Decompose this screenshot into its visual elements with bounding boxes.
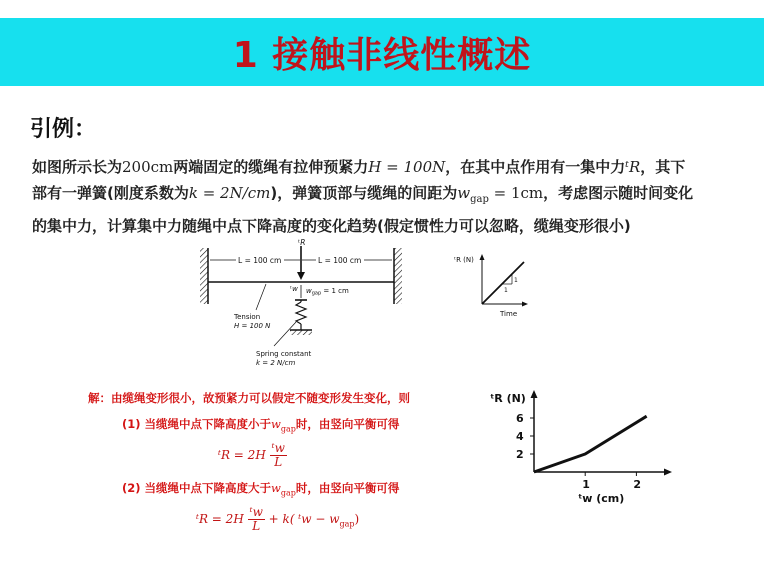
eq2-lhs: ᵗR = 2H	[196, 512, 244, 526]
gap-subscript: gap	[280, 424, 296, 434]
eq2-close: )	[354, 512, 360, 526]
text-span: 部有一弹簧(刚度系数为	[32, 184, 189, 202]
gap-symbol: w	[271, 481, 281, 495]
text-span: 如图所示长为	[32, 158, 123, 176]
gap-subscript: gap	[280, 488, 296, 498]
text-span: 时，由竖向平衡可得	[295, 417, 400, 431]
text-span: ，其下	[640, 158, 686, 176]
y-tick-label: 4	[516, 430, 524, 443]
page-title: 1 接触非线性概述	[232, 34, 532, 76]
eq1-lhs: ᵗR = 2H	[218, 448, 266, 462]
time-chart	[452, 250, 536, 320]
solution-intro: 解：由缆绳变形很小，故预紧力可以假定不随变形发生变化，则	[88, 391, 410, 405]
problem-line-3: 的集中力，计算集中力随绳中点下降高度的变化趋势(假定惯性力可以忽略，缆绳变形很小)	[32, 217, 631, 235]
solution-case-2	[122, 480, 399, 497]
result-chart	[486, 388, 676, 510]
gap-symbol: w	[457, 184, 471, 202]
tension-value: H = 100N	[368, 158, 446, 176]
cable-diagram	[196, 238, 418, 372]
equation-2	[196, 506, 359, 533]
data-series-line	[534, 416, 647, 472]
y-tick-label: 2	[516, 448, 524, 461]
slope-label-rise: 1	[514, 277, 518, 284]
equation-1	[218, 442, 287, 469]
length-value: 200cm	[122, 158, 174, 176]
y-axis-arrow	[531, 390, 538, 398]
x-axis-arrow	[664, 469, 672, 476]
eq2-numerator: ᵗw	[249, 505, 263, 519]
gap-label: $w_{gap} = 1$ cm	[306, 287, 349, 297]
title-banner	[0, 18, 764, 86]
y-tick-label: 6	[516, 412, 524, 425]
length-left-label: L = 100 cm	[238, 256, 282, 265]
text-span: (1) 当缆绳中点下降高度小于	[122, 417, 272, 431]
right-wall	[394, 248, 402, 304]
deflection-label: ᵗw	[290, 285, 298, 293]
x-tick-label: 1	[582, 478, 590, 491]
length-right-label: L = 100 cm	[318, 256, 362, 265]
problem-line-2	[32, 180, 732, 213]
x-axis-label: ᵗw (cm)	[578, 492, 625, 505]
left-wall	[200, 248, 208, 304]
stiffness-value: k = 2N/cm	[188, 184, 271, 202]
spring-label: Spring constant	[256, 350, 312, 358]
bottom-strip	[0, 560, 764, 566]
tension-label: Tension	[234, 313, 261, 321]
eq1-fraction	[270, 442, 287, 469]
intro-label: 引例：	[30, 117, 97, 142]
spring-coil	[296, 302, 306, 324]
problem-line-1	[32, 154, 732, 180]
eq2-subscript: gap	[339, 519, 355, 529]
force-symbol: ᵗR	[625, 158, 641, 176]
tension-value-label: H = 100 N	[234, 322, 271, 330]
text-span: 两端固定的缆绳有拉伸预紧力	[173, 158, 369, 176]
time-chart-xlabel: Time	[500, 310, 518, 318]
problem-statement	[32, 154, 732, 239]
text-span: 时，由竖向平衡可得	[295, 481, 400, 495]
time-chart-ylabel: ᵗR (N)	[454, 256, 474, 264]
eq1-numerator: ᵗw	[271, 441, 285, 455]
solution-case-1	[122, 416, 399, 433]
text-span: (2) 当缆绳中点下降高度大于	[122, 481, 272, 495]
spring-value-label: k = 2 N/cm	[256, 359, 296, 367]
gap-subscript: gap	[470, 194, 489, 205]
y-axis-label: ᵗR (N)	[490, 392, 526, 405]
gap-symbol: w	[271, 417, 281, 431]
x-tick-label: 2	[633, 478, 642, 491]
gap-value: = 1cm	[488, 184, 544, 202]
text-span: ，在其中点作用有一集中力	[445, 158, 626, 176]
eq2-denominator: L	[252, 519, 261, 533]
eq2-fraction	[248, 506, 265, 533]
eq1-denominator: L	[274, 455, 283, 469]
slope-label-run: 1	[504, 287, 508, 294]
top-strip	[0, 0, 764, 18]
text-span: ，考虑图示随时间变化	[543, 184, 694, 202]
text-span: )，弹簧顶部与缆绳的间距为	[270, 184, 458, 202]
eq2-rhs: + k( ᵗw − w	[268, 512, 340, 526]
force-label: ᵗR	[298, 238, 306, 247]
